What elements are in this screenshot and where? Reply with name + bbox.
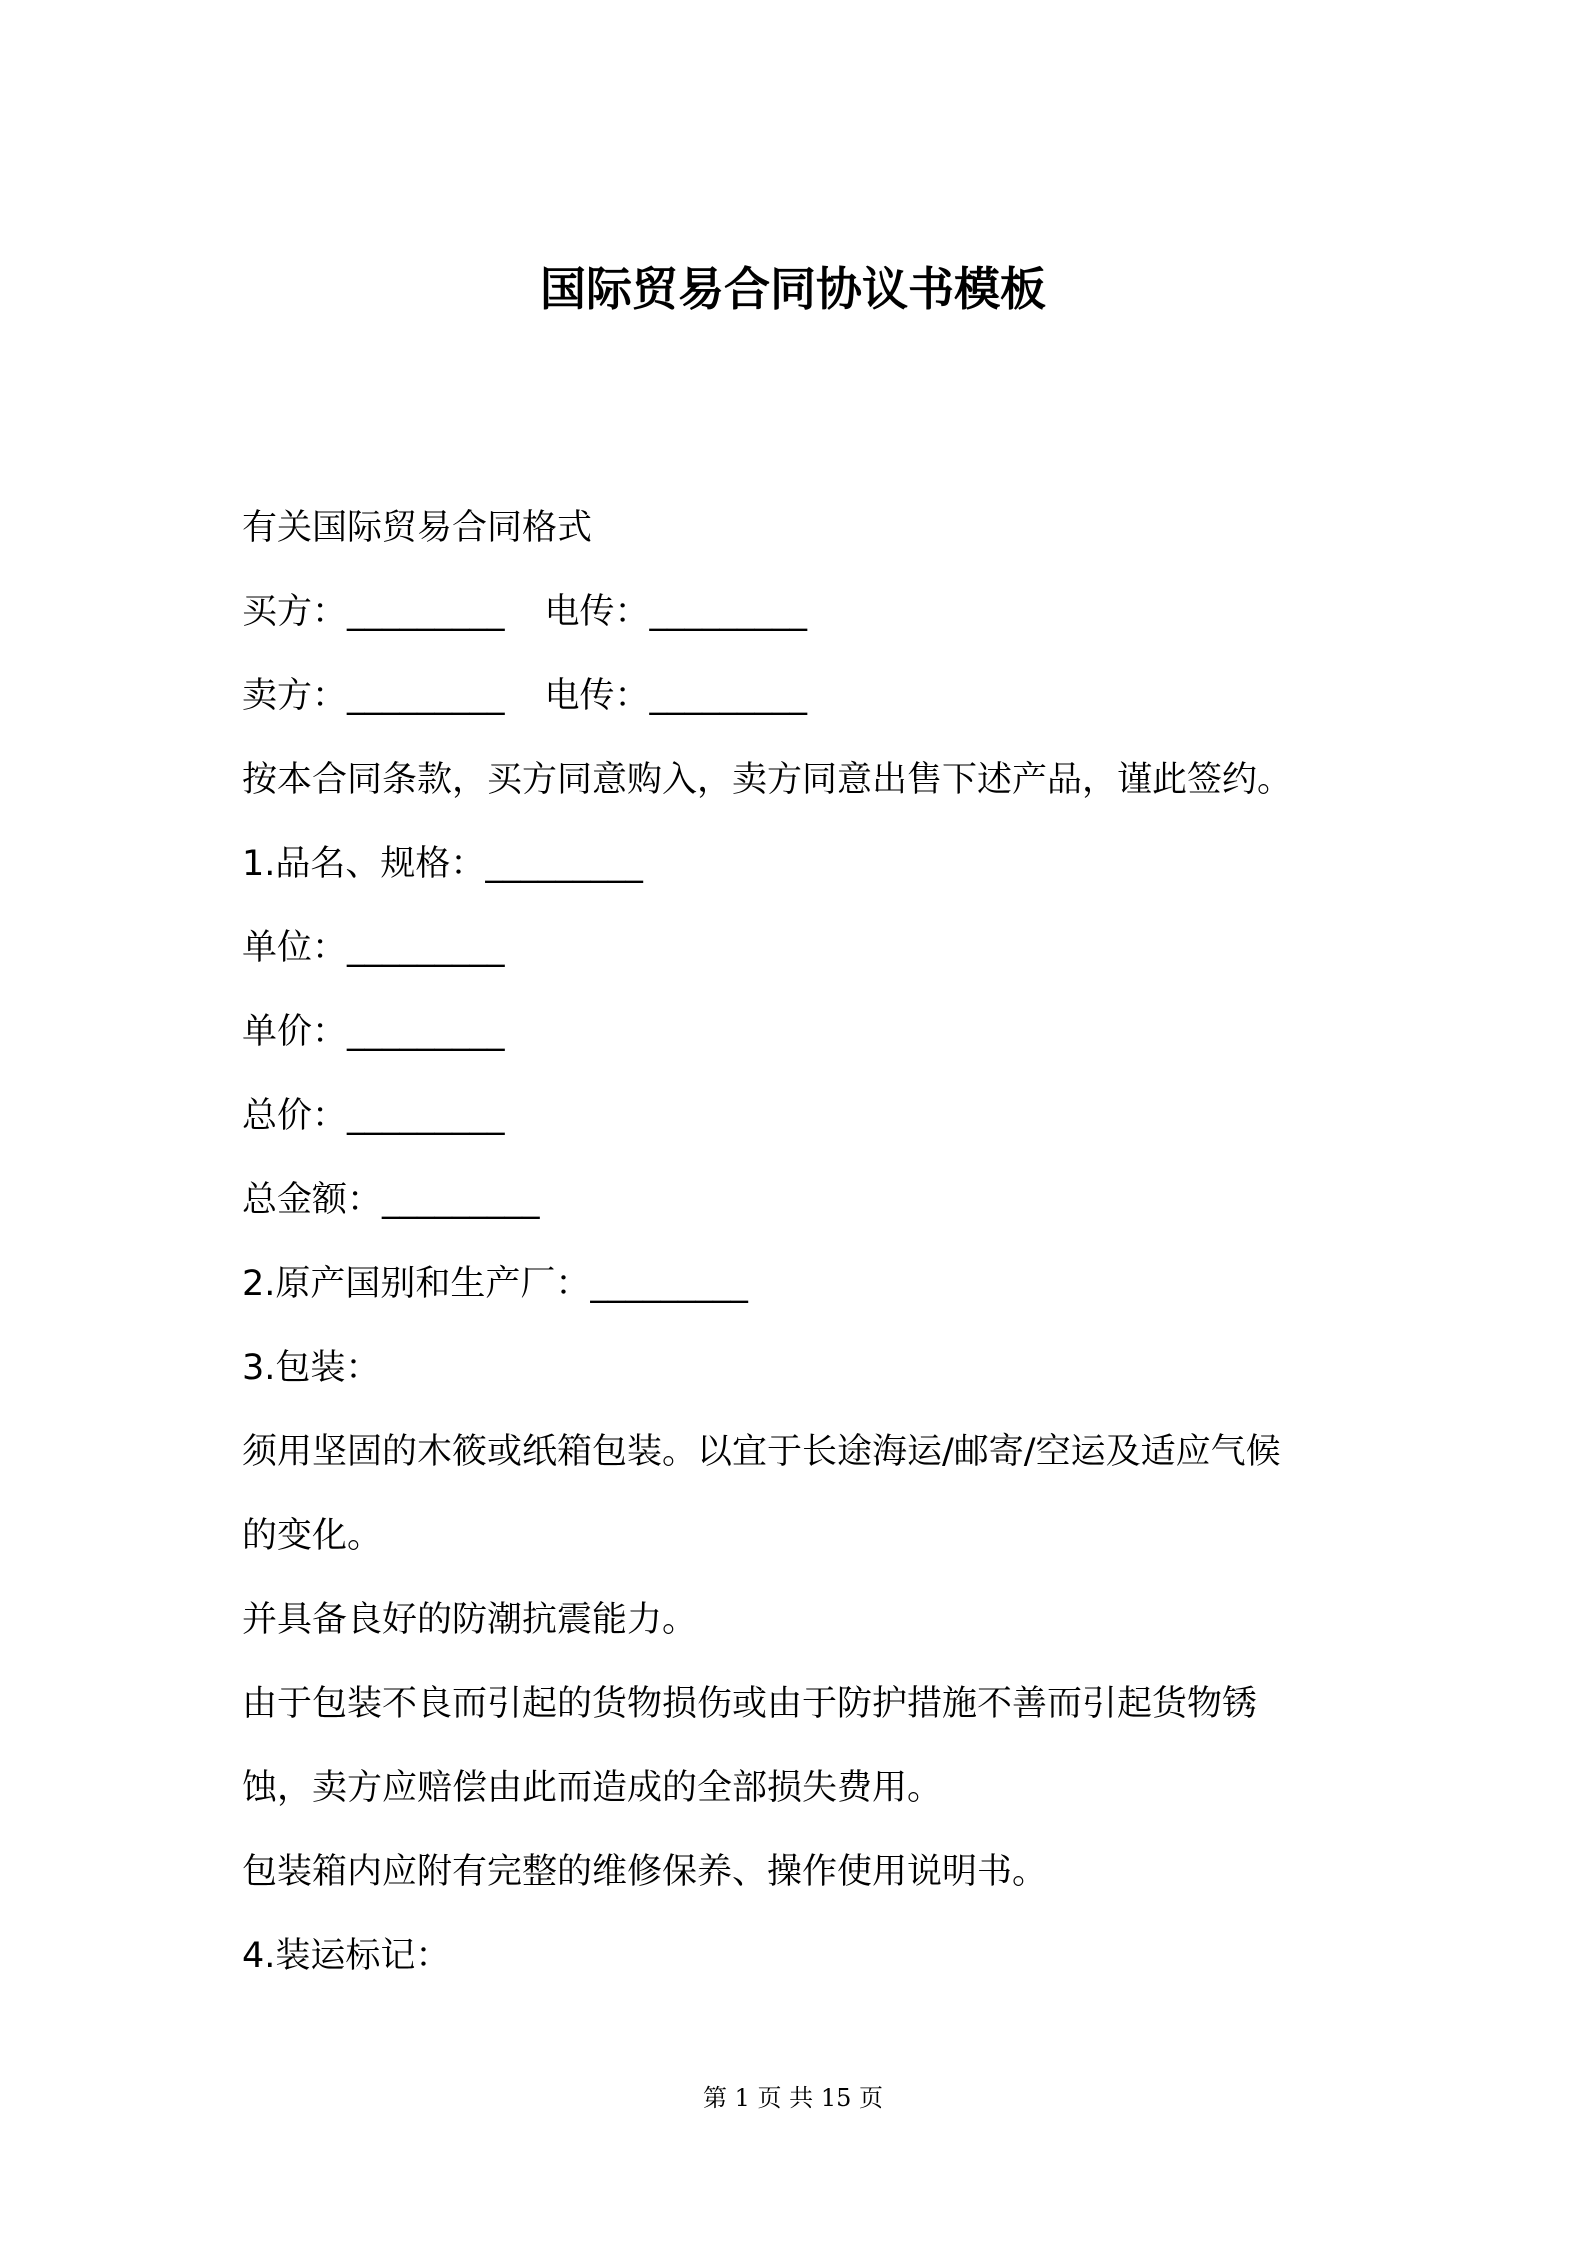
document-title: 国际贸易合同协议书模板 — [540, 262, 1046, 316]
section-heading: 有关国际贸易合同格式 — [242, 508, 593, 548]
unit-field: 单位：_________ — [242, 928, 505, 968]
packing-paragraph-line: 包装箱内应附有完整的维修保养、操作使用说明书。 — [242, 1852, 1048, 1892]
seller-field: 卖方：_________ — [242, 676, 505, 716]
document-body — [242, 486, 1362, 1998]
unit-price-field: 单价：_________ — [242, 1012, 505, 1052]
marking-heading: 4.装运标记： — [242, 1936, 451, 1976]
footer-middle: 页 共 — [757, 2084, 814, 2112]
buyer-row — [242, 570, 1362, 654]
footer-prefix: 第 — [702, 2084, 727, 2112]
origin-field: 2.原产国别和生产厂：_________ — [242, 1264, 748, 1304]
total-price-field: 总价：_________ — [242, 1096, 505, 1136]
packing-paragraph-line: 的变化。 — [242, 1516, 383, 1556]
packing-paragraph-line: 由于包装不良而引起的货物损伤或由于防护措施不善而引起货物锈 — [242, 1684, 1258, 1724]
footer-total-pages: 15 — [820, 2084, 852, 2112]
buyer-field: 买方：_________ — [242, 592, 505, 632]
packing-paragraph-line: 并具备良好的防潮抗震能力。 — [242, 1600, 698, 1640]
packing-paragraph-line: 蚀，卖方应赔偿由此而造成的全部损失费用。 — [242, 1768, 943, 1808]
buyer-fax-field: 电传：_________ — [544, 592, 808, 632]
footer-page-number: 1 — [734, 2084, 750, 2112]
packing-paragraph-line: 须用坚固的木筱或纸箱包装。以宜于长途海运/邮寄/空运及适应气候 — [242, 1432, 1281, 1472]
item-spec-field: 1.品名、规格：_________ — [242, 844, 643, 884]
footer-suffix: 页 — [859, 2084, 884, 2112]
page-number-footer — [0, 2080, 1586, 2116]
total-amount-field: 总金额：_________ — [242, 1180, 540, 1220]
seller-row — [242, 654, 1362, 738]
packing-heading: 3.包装： — [242, 1348, 381, 1388]
intro-paragraph: 按本合同条款，买方同意购入，卖方同意出售下述产品，谨此签约。 — [242, 760, 1293, 800]
seller-fax-field: 电传：_________ — [544, 676, 808, 716]
